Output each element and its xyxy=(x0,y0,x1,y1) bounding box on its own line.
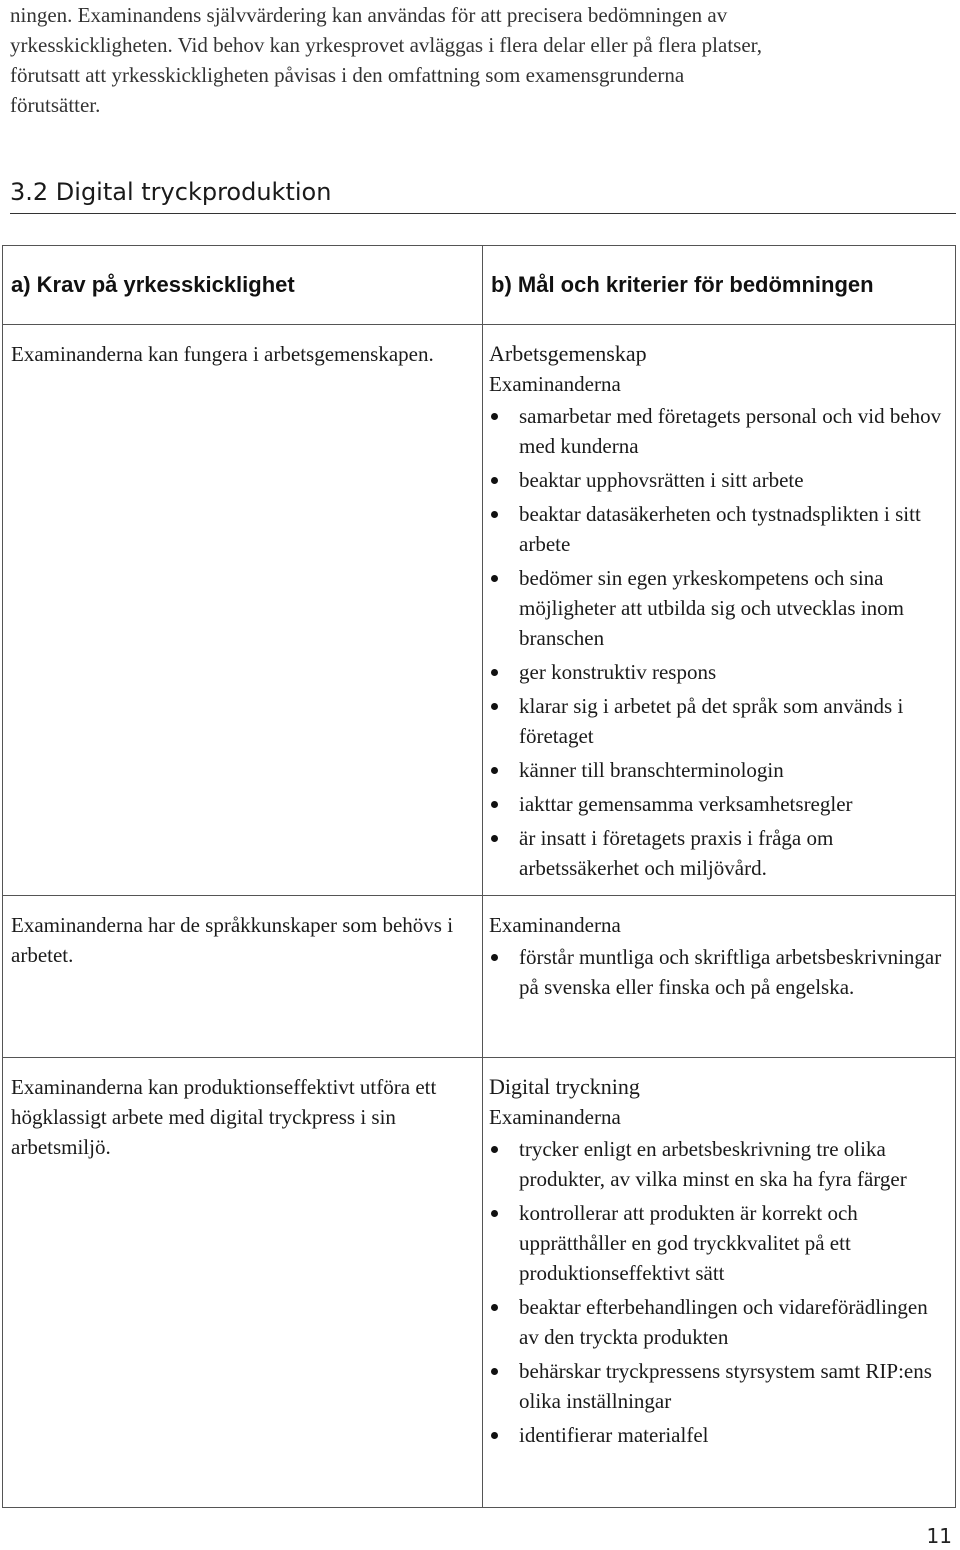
list-item xyxy=(489,691,947,751)
list-item-text: trycker enligt en arbetsbeskrivning tre olika produkter, av vilka minst en ska ha fyra färger xyxy=(519,1137,907,1191)
list-item xyxy=(489,1292,947,1352)
list-item xyxy=(489,942,947,1002)
list-item-text: iakttar gemensamma verksamhetsregler xyxy=(519,792,853,816)
intro-paragraph xyxy=(10,0,950,120)
list-item-text: behärskar tryckpressens styrsystem samt RIP:ens olika inställningar xyxy=(519,1359,932,1413)
bullet-icon xyxy=(491,703,498,710)
list-item-text: ger konstruktiv respons xyxy=(519,660,717,684)
bullet-icon xyxy=(491,1146,498,1153)
column-a-header: a) Krav på yrkesskicklighet xyxy=(3,246,483,325)
list-item xyxy=(489,755,947,785)
intro-line: förutsatt att yrkesskickligheten påvisas i den omfattning som examensgrunderna xyxy=(10,63,685,87)
list-item-text: känner till branschterminologin xyxy=(519,758,784,782)
list-item xyxy=(489,1134,947,1194)
list-item-text: beaktar efterbehandlingen och vidareförädlingen av den tryckta produkten xyxy=(519,1295,928,1349)
requirement-text: Examinanderna kan fungera i arbetsgemenskapen. xyxy=(11,342,434,366)
bullet-icon xyxy=(491,835,498,842)
criteria-heading: Arbetsgemenskap xyxy=(489,341,647,366)
requirement-cell xyxy=(3,896,483,1058)
list-item xyxy=(489,401,947,461)
bullet-icon xyxy=(491,511,498,518)
bullet-icon xyxy=(491,1432,498,1439)
criteria-list xyxy=(489,401,947,883)
list-item xyxy=(489,1356,947,1416)
criteria-list xyxy=(489,1134,947,1450)
list-item xyxy=(489,657,947,687)
criteria-intro: Examinanderna xyxy=(489,372,621,396)
criteria-cell xyxy=(483,325,956,896)
list-item-text: är insatt i företagets praxis i fråga om arbetssäkerhet och miljövård. xyxy=(519,826,834,880)
bullet-icon xyxy=(491,801,498,808)
criteria-intro: Examinanderna xyxy=(489,913,621,937)
bullet-icon xyxy=(491,1368,498,1375)
requirement-text: Examinanderna har de språkkunskaper som behövs i arbetet. xyxy=(11,913,454,967)
intro-line: yrkesskickligheten. Vid behov kan yrkesprovet avläggas i flera delar eller på flera platser, xyxy=(10,33,763,57)
section-title: 3.2 Digital tryckproduktion xyxy=(10,178,332,206)
bullet-icon xyxy=(491,954,498,961)
list-item-text: samarbetar med företagets personal och vid behov med kunderna xyxy=(519,404,942,458)
page-number: 11 xyxy=(926,1524,952,1548)
bullet-icon xyxy=(491,767,498,774)
bullet-icon xyxy=(491,477,498,484)
intro-line: ningen. Examinandens självvärdering kan användas för att precisera bedömningen av xyxy=(10,3,728,27)
list-item-text: kontrollerar att produkten är korrekt och upprätthåller en god tryckkvalitet på ett produktionseffektivt sätt xyxy=(519,1201,858,1285)
list-item xyxy=(489,823,947,883)
criteria-heading: Digital tryckning xyxy=(489,1074,640,1099)
criteria-cell xyxy=(483,1058,956,1508)
list-item-text: beaktar upphovsrätten i sitt arbete xyxy=(519,468,804,492)
list-item xyxy=(489,1420,947,1450)
requirement-cell xyxy=(3,1058,483,1508)
list-item-text: identifierar materialfel xyxy=(519,1423,709,1447)
criteria-cell xyxy=(483,896,956,1058)
table-row xyxy=(3,896,956,1058)
bullet-icon xyxy=(491,413,498,420)
requirement-cell xyxy=(3,325,483,896)
list-item xyxy=(489,465,947,495)
requirement-text: Examinanderna kan produktionseffektivt utföra ett högklassigt arbete med digital tryckpress i sin arbetsmiljö. xyxy=(11,1075,437,1159)
table-row xyxy=(3,325,956,896)
list-item xyxy=(489,563,947,653)
list-item-text: beaktar datasäkerheten och tystnadsplikten i sitt arbete xyxy=(519,502,921,556)
table-body xyxy=(3,325,956,1508)
table-row xyxy=(3,1058,956,1508)
column-b-header: b) Mål och kriterier för bedömningen xyxy=(483,246,956,325)
bullet-icon xyxy=(491,1304,498,1311)
bullet-icon xyxy=(491,575,498,582)
bullet-icon xyxy=(491,669,498,676)
list-item xyxy=(489,1198,947,1288)
section-rule xyxy=(10,213,956,214)
criteria-intro: Examinanderna xyxy=(489,1105,621,1129)
list-item-text: förstår muntliga och skriftliga arbetsbeskrivningar på svenska eller finska och på engelska. xyxy=(519,945,942,999)
criteria-table xyxy=(2,245,956,1508)
bullet-icon xyxy=(491,1210,498,1217)
list-item-text: klarar sig i arbetet på det språk som används i företaget xyxy=(519,694,904,748)
criteria-list xyxy=(489,942,947,1002)
table-header-row xyxy=(3,246,956,325)
intro-line: förutsätter. xyxy=(10,93,101,117)
list-item xyxy=(489,499,947,559)
list-item-text: bedömer sin egen yrkeskompetens och sina möjligheter att utbilda sig och utvecklas inom branschen xyxy=(519,566,904,650)
list-item xyxy=(489,789,947,819)
